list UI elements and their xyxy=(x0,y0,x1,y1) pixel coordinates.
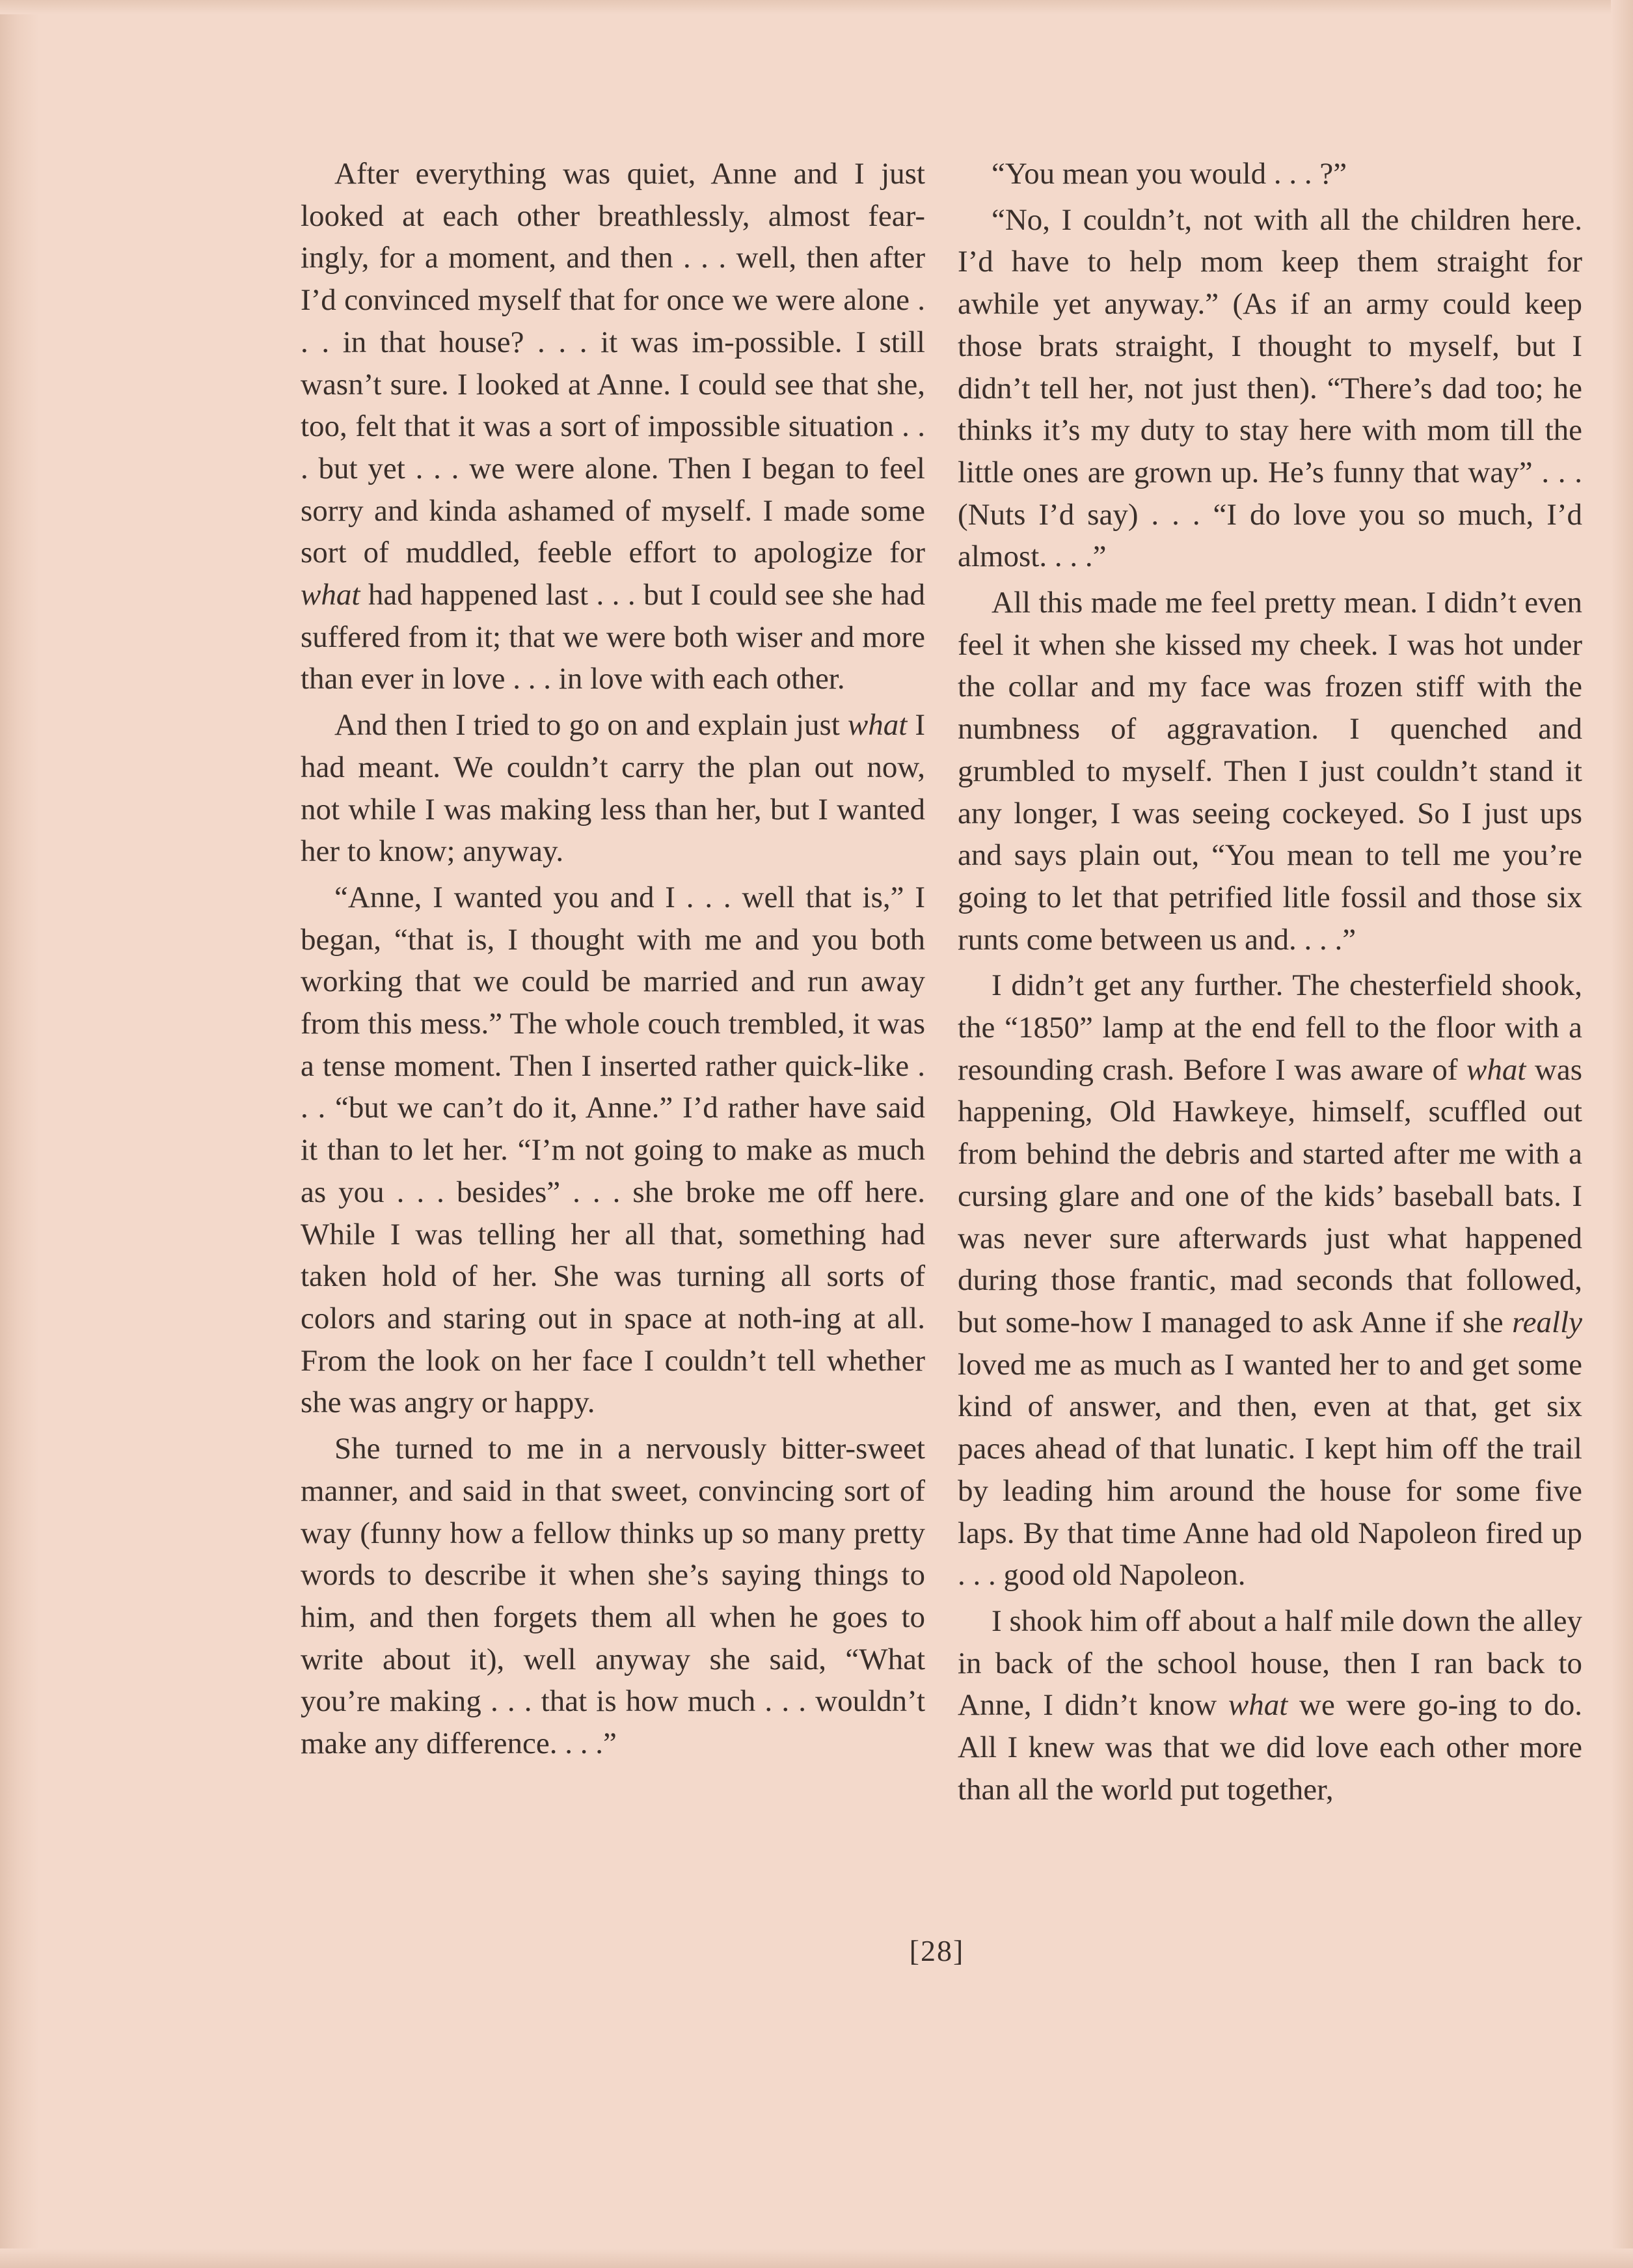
paragraph: All this made me feel pretty mean. I didn’t even feel it when she kissed my cheek. I was hot under the collar and my face was frozen stiff with the numbness of aggravation. I quenched and grumbled to myself. Then I just couldn’t stand it any longer, I was seeing cockeyed. So I just ups and says plain out, “You mean to tell me you’re going to let that petrified litle fossil and those six runts come between us and. . . .” xyxy=(958,586,1582,957)
page-edge-right xyxy=(1611,0,1633,2268)
paragraph: I shook him off about a half mile down the alley in back of the school house, then I ran back to Anne, I didn’t know what we were go-ing to do. All I knew was that we did love each other more than all the world put together, xyxy=(958,1604,1582,1807)
emphasized-word: really xyxy=(1512,1305,1582,1339)
page-edge-top xyxy=(0,0,1633,14)
page-edge-bottom xyxy=(0,2248,1633,2268)
emphasized-word: what xyxy=(301,578,360,612)
emphasized-word: what xyxy=(1228,1688,1288,1723)
emphasized-word: what xyxy=(1466,1052,1526,1087)
paragraph: “No, I couldn’t, not with all the children here. I’d have to help mom keep them straight for awhile yet anyway.” (As if an army could keep those brats straight, I thought to myself, but I didn’t tell her, not just then). “There’s dad too; he thinks it’s my duty to stay here with mom till the little ones are grown up. He’s funny that way” . . . (Nuts I’d say) . . . “I do love you so much, I’d almost. . . .” xyxy=(958,202,1582,574)
paragraph: I didn’t get any further. The chesterfield shook, the “1850” lamp at the end fell to the floor with a resounding crash. Before I was aware of what was happening, Old Hawkeye, himself, scuffled out from behind the debris and started after me with a cursing glare and one of the kids’ baseball bats. I was never sure afterwards just what happened during those frantic, mad seconds that followed, but some-how I managed to ask Anne if she really loved me as much as I wanted her to and get some kind of answer, and then, even at that, get six paces ahead of that lunatic. I kept him off the trail by leading him around the house for some five laps. By that time Anne had old Napoleon fired up . . . good old Napoleon. xyxy=(958,968,1582,1592)
left-text-column xyxy=(301,153,925,1769)
page-number: [28] xyxy=(909,1934,965,1967)
paragraph: “You mean you would . . . ?” xyxy=(992,157,1347,191)
page-edge-left xyxy=(0,0,39,2268)
paragraph: “Anne, I wanted you and I . . . well that is,” I began, “that is, I thought with me and you both working that we could be married and run away from this mess.” The whole couch trembled, it was a tense moment. Then I inserted rather quick-like . . . “but we can’t do it, Anne.” I’d rather have said it than to let her. “I’m not going to make as much as you . . . besides” . . . she broke me off here. While I was telling her all that, something had taken hold of her. She was turning all sorts of colors and staring out in space at noth-ing at all. From the look on her face I couldn’t tell whether she was angry or happy. xyxy=(301,880,925,1420)
right-text-column xyxy=(958,153,1582,1814)
emphasized-word: what xyxy=(847,708,908,743)
paragraph: She turned to me in a nervously bitter-sweet manner, and said in that sweet, convincing sort of way (funny how a fellow thinks up so many pretty words to describe it when she’s saying things to him, and then forgets them all when he goes to write about it), well anyway she said, “What you’re making . . . that is how much . . . wouldn’t make any difference. . . .” xyxy=(301,1432,925,1761)
paragraph: And then I tried to go on and explain just what I had meant. We couldn’t carry the plan out now, not while I was making less than her, but I wanted her to know; anyway. xyxy=(301,708,925,869)
paragraph: After everything was quiet, Anne and I just looked at each other breathlessly, almost fear-ingly, for a moment, and then . . . well, then after I’d convinced myself that for once we were alone . . . in that house? . . . it was im-possible. I still wasn’t sure. I looked at Anne. I could see that she, too, felt that it was a sort of impossible situation . . . but yet . . . we were alone. Then I began to feel sorry and kinda ashamed of myself. I made some sort of muddled, feeble effort to apologize for what had happened last . . . but I could see she had suffered from it; that we were both wiser and more than ever in love . . . in love with each other. xyxy=(301,157,925,696)
